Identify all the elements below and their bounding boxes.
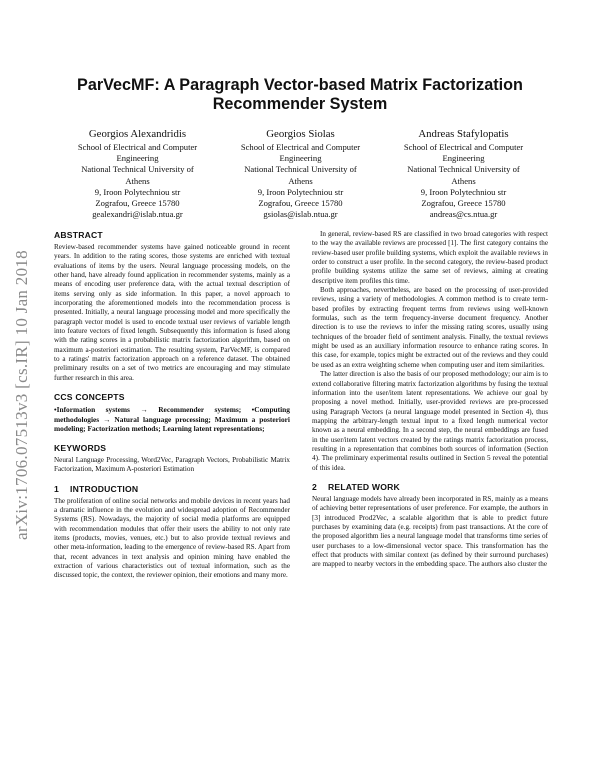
arxiv-identifier-sidebar [10, 200, 34, 590]
section-title: INTRODUCTION [70, 483, 139, 494]
author-address-line: 9, Iroon Polytechniou str [94, 186, 181, 197]
author-email: gsiolas@islab.ntua.gr [263, 209, 338, 220]
author-name: Georgios Siolas [266, 128, 335, 140]
author-affiliation-line: Engineering [279, 153, 322, 164]
author-1 [56, 128, 219, 220]
related-work-heading [312, 482, 548, 492]
author-email: gealexandri@islab.ntua.gr [92, 209, 183, 220]
introduction-heading [54, 484, 290, 494]
author-name: Andreas Stafylopatis [418, 128, 509, 140]
abstract-heading: ABSTRACT [54, 230, 103, 240]
keywords-heading: KEYWORDS [54, 442, 107, 453]
abstract-section [54, 230, 290, 383]
author-affiliation-line: Athens [288, 175, 313, 186]
left-column [54, 230, 290, 581]
author-block [56, 128, 546, 220]
author-affiliation-line: National Technical University of [81, 164, 194, 175]
author-affiliation-line: National Technical University of [407, 164, 520, 175]
related-work-paragraph: Neural language models have already been incorporated in RS, mainly as a means of achieving better representations of user preference. For example, the authors in [3] introduced Prod2Vec, a scalable algorithm that is able to predict future purchases by examining data (e.g. receipts) from past transactions. At the core of the proposed algorithm lies a neural language model that transforms time series of user purchases to a low-dimensional vector space. This transformation has the effect that products with similar context (as defined by their surround purchases) are mapped to nearby vectors in the embedding space. The authors also cluster the [312, 494, 548, 569]
related-work-section [312, 482, 548, 570]
author-affiliation-line: Athens [451, 175, 476, 186]
arxiv-id: arXiv:1706.07513v3 [cs.IR] 10 Jan 2018 [12, 250, 31, 540]
paper-title: ParVecMF: A Paragraph Vector-based Matrix Factorization Recommender System [77, 76, 523, 113]
author-address-line: Zografou, Greece 15780 [421, 198, 506, 209]
author-3 [382, 128, 545, 220]
author-affiliation-line: School of Electrical and Computer [403, 142, 524, 152]
author-2 [219, 128, 382, 220]
section-title: RELATED WORK [328, 481, 400, 492]
introduction-paragraph: The proliferation of online social networks and mobile devices in recent years had a dramatic influence in the evolution and widespread adoption of Recommender Systems (RS). Nowadays, the majority of social media platforms are equipped with recommendation modules that offer their users the ability to not only rate items (products, movies, venues, etc.) but to also provide textual reviews and other meta-information, leading to the emergence of review-based RS. Apart from that, recent advances in text analysis and opinion mining have enabled the extraction of various characteristics out of textual information, such as the discussed topic, the context, the reviewer opinion, their emotions and many more. [54, 496, 290, 580]
section-number: 2 [312, 481, 317, 492]
introduction-paragraph: In general, review-based RS are classified in two broad categories with respect to the way the available reviews are processed [1]. The first category contains the review-based user profile building systems, which exploit the available reviews in order to construct a user profile. In the second category, the review-based product profile building systems utilize the same set of reviews, aiming at creating descriptive item profiles this time. [312, 230, 548, 285]
ccs-text: •Information systems → Recommender systems; •Computing methodologies → Natural language processing; Maximum a posteriori modeling; Factorization methods; Learning latent representations; [54, 405, 290, 434]
section-number: 1 [54, 483, 59, 494]
abstract-text: Review-based recommender systems have gained noticeable ground in recent years. In addition to the rating scores, those systems are enriched with textual evaluations of items by the users. Neural language processing models, on the other hand, have already found application in recommender systems, mainly as a means of encoding user preference data, with the actual textual description of items serving only as side information. In this paper, a novel approach to incorporating the aforementioned models into the recommendation process is presented. Initially, a neural language processing model and more specifically the paragraph vector model is used to encode textual user reviews of variable length into feature vectors of fixed length. Subsequently this information is fused along with the rating scores in a probabilistic matrix factorization algorithm, based on maximum a-posteriori estimation. The resulting system, ParVecMF, is compared to a ratings' matrix factorization approach on a reference dataset. The obtained preliminary results on a set of two metrics are encouraging and may stimulate further research in this area. [54, 243, 290, 382]
author-address-line: Zografou, Greece 15780 [258, 198, 343, 209]
author-affiliation-line: Engineering [116, 153, 159, 164]
author-address-line: 9, Iroon Polytechniou str [420, 186, 507, 197]
introduction-paragraph: Both approaches, nevertheless, are based on the processing of user-provided reviews, using a variety of methodologies. A common method is to create term-based profiles by extracting frequent terms from reviews using well-known formulas, such as the term frequency-inverse document frequency. Another direction is to use the reviews to infer the missing rating scores, usually using techniques of the broader field of sentiment analysis. Finally, the textual reviews might be used as an auxiliary information resource to enhance rating scores. In this case, for example, topics might be extracted out of the reviews and they could be used as an extra weighting scheme when computing user and item similarities. [312, 286, 548, 369]
author-affiliation-line: National Technical University of [244, 164, 357, 175]
author-affiliation-line: School of Electrical and Computer [240, 142, 361, 152]
author-email: andreas@cs.ntua.gr [429, 209, 498, 220]
author-affiliation-line: Athens [125, 175, 150, 186]
author-name: Georgios Alexandridis [88, 128, 187, 140]
ccs-section [54, 392, 290, 434]
introduction-paragraph: The latter direction is also the basis of our proposed methodology; our aim is to extend collaborative filtering matrix factorization algorithms by fusing the textual information into the user/item latent representations. We achieve our goal by proposing a novel method. Initially, user-provided reviews are pre-processed using Paragraph Vectors (a neural language model presented in Section 4), thus mapping the arbitrary-length textual input to a fixed length numerical vector known as a neural embedding. In a second step, the neural embeddings are fused in the user/item latent vectors created by the ratings matrix factorization process, resulting in a representation that combines both sources of information (Section 4). The preliminary experimental results outlined in Section 5 reveal the potential of this idea. [312, 370, 548, 472]
right-column [312, 230, 548, 570]
keywords-section [54, 443, 290, 475]
author-affiliation-line: Engineering [442, 153, 485, 164]
author-affiliation-line: School of Electrical and Computer [77, 142, 198, 152]
author-address-line: Zografou, Greece 15780 [95, 198, 180, 209]
author-address-line: 9, Iroon Polytechniou str [257, 186, 344, 197]
introduction-section [54, 484, 290, 581]
keywords-text: Neural Language Processing, Word2Vec, Paragraph Vectors, Probabilistic Matrix Factorization, Maximum A-posteriori Estimation [54, 455, 290, 474]
ccs-heading: CCS CONCEPTS [54, 392, 125, 403]
